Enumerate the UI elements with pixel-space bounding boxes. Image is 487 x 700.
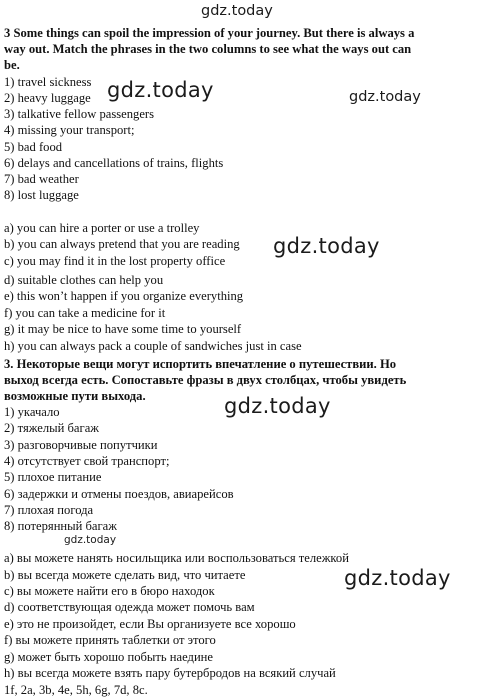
russian-solution-h: h) вы всегда можете взять пару бутербродов на всякий случай bbox=[4, 666, 336, 680]
english-problem-4: 4) missing your transport; bbox=[4, 123, 135, 137]
russian-solution-f: f) вы можете принять таблетки от этого bbox=[4, 633, 216, 647]
english-solution-a: a) you can hire a porter or use a trolley bbox=[4, 221, 200, 235]
russian-problem-8: 8) потерянный багаж bbox=[4, 519, 117, 533]
watermark-top: gdz.today bbox=[201, 3, 273, 19]
russian-solution-e: e) это не произойдет, если Вы организуете все хорошо bbox=[4, 617, 296, 631]
english-solution-e: e) this won’t happen if you organize everything bbox=[4, 289, 244, 303]
watermark-middle: gdz.today bbox=[224, 394, 331, 418]
russian-problem-1: 1) укачало bbox=[4, 405, 60, 419]
russian-problem-7: 7) плохая погода bbox=[4, 503, 94, 517]
russian-problem-6: 6) задержки и отмены поездов, авиарейсов bbox=[4, 487, 234, 501]
russian-heading-line-3: возможные пути выхода. bbox=[4, 389, 146, 403]
watermark-middle-right: gdz.today bbox=[273, 234, 380, 258]
english-solution-b: b) you can always pretend that you are reading bbox=[4, 237, 240, 251]
exercise-page bbox=[4, 0, 484, 700]
english-solution-g: g) it may be nice to have some time to yourself bbox=[4, 322, 242, 336]
english-heading-line-3: be. bbox=[4, 58, 20, 72]
english-problem-7: 7) bad weather bbox=[4, 172, 79, 186]
russian-problem-3: 3) разговорчивые попутчики bbox=[4, 438, 158, 452]
russian-solution-a: a) вы можете нанять носильщика или воспользоваться тележкой bbox=[4, 551, 349, 565]
english-problem-8: 8) lost luggage bbox=[4, 188, 79, 202]
english-solution-f: f) you can take a medicine for it bbox=[4, 306, 166, 320]
english-problem-6: 6) delays and cancellations of trains, flights bbox=[4, 156, 224, 170]
watermark-small: gdz.today bbox=[64, 534, 117, 546]
english-solution-d: d) suitable clothes can help you bbox=[4, 273, 164, 287]
russian-problem-2: 2) тяжелый багаж bbox=[4, 421, 99, 435]
watermark-lower-right: gdz.today bbox=[344, 566, 451, 590]
russian-solution-c: c) вы можете найти его в бюро находок bbox=[4, 584, 215, 598]
english-problem-2: 2) heavy luggage bbox=[4, 91, 91, 105]
russian-solution-b: b) вы всегда можете сделать вид, что читаете bbox=[4, 568, 246, 582]
russian-problem-5: 5) плохое питание bbox=[4, 470, 102, 484]
watermark-upper-left: gdz.today bbox=[107, 78, 214, 102]
english-problem-1: 1) travel sickness bbox=[4, 75, 92, 89]
english-heading-line-2: way out. Match the phrases in the two columns to see what the ways out can bbox=[4, 42, 412, 56]
english-solution-h: h) you can always pack a couple of sandwiches just in case bbox=[4, 339, 302, 353]
russian-heading-line-2: выход всегда есть. Сопоставьте фразы в двух столбцах, чтобы увидеть bbox=[4, 373, 407, 387]
russian-problem-4: 4) отсутствует свой транспорт; bbox=[4, 454, 170, 468]
russian-heading-line-1: 3. Некоторые вещи могут испортить впечатление о путешествии. Но bbox=[4, 357, 397, 371]
russian-solution-d: d) соответствующая одежда может помочь вам bbox=[4, 600, 255, 614]
russian-solution-g: g) может быть хорошо побыть наедине bbox=[4, 650, 214, 664]
english-problem-3: 3) talkative fellow passengers bbox=[4, 107, 155, 121]
english-solution-c: c) you may find it in the lost property office bbox=[4, 254, 226, 268]
answer-key: 1f, 2a, 3b, 4e, 5h, 6g, 7d, 8c. bbox=[4, 683, 148, 697]
english-problem-5: 5) bad food bbox=[4, 140, 63, 154]
english-heading-line-1: 3 Some things can spoil the impression of your journey. But there is always a bbox=[4, 26, 415, 40]
watermark-upper-right: gdz.today bbox=[349, 89, 421, 105]
